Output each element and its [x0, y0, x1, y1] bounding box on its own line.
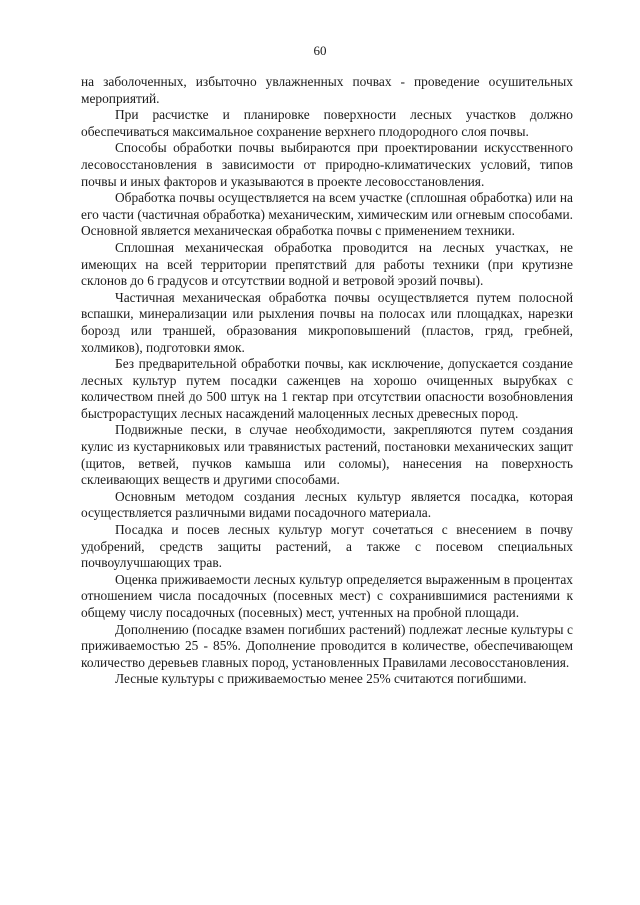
body-text	[81, 74, 573, 688]
paragraph: Дополнению (посадке взамен погибших растений) подлежат лесные культуры с приживаемостью 25 - 85%. Дополнение проводится в количестве, обеспечивающем количество деревьев главных пород, установленных Правилами лесовосстановления.	[81, 621, 573, 670]
paragraph: Лесные культуры с приживаемостью менее 25% считаются погибшими.	[115, 671, 527, 687]
paragraph: Частичная механическая обработка почвы осуществляется путем полосной вспашки, минерализации или рыхления почвы на полосах или площадках, нарезки борозд или траншей, образования микроповышений (пластов, гряд, гребней, холмиков), подготовки ямок.	[81, 289, 573, 355]
page-number: 60	[313, 43, 327, 58]
paragraph-continuation: на заболоченных, избыточно увлажненных почвах - проведение осушительных мероприятий.	[81, 74, 573, 106]
paragraph: Без предварительной обработки почвы, как исключение, допускается создание лесных культур путем посадки саженцев на хорошо очищенных вырубках с количеством пней до 500 штук на 1 гектар при отсутствии опасности возобновления быстрорастущих лесных насаждений малоценных лесных древесных пород.	[81, 356, 573, 421]
paragraph: Обработка почвы осуществляется на всем участке (сплошная обработка) или на его части (частичная обработка) механическим, химическим или огневым способами. Основной является механическая обработка почвы с применением техники.	[81, 190, 573, 239]
paragraph: Подвижные пески, в случае необходимости, закрепляются путем создания кулис из кустарниковых или травянистых растений, постановки механических защит (щитов, ветвей, пучков камыша или соломы), нанесения на поверхность склеивающих веществ и другими способами.	[81, 422, 573, 488]
paragraph: Основным методом создания лесных культур является посадка, которая осуществляется различными видами посадочного материала.	[81, 488, 573, 521]
paragraph: Сплошная механическая обработка проводится на лесных участках, не имеющих на всей территории препятствий для работы техники (при крутизне склонов до 6 градусов и отсутствии водной и ветровой эрозий почвы).	[81, 239, 573, 289]
paragraph: Посадка и посев лесных культур могут сочетаться с внесением в почву удобрений, средств защиты растений, а также с посевом специальных почвоулучшающих трав.	[81, 522, 573, 571]
paragraph: Оценка приживаемости лесных культур определяется выраженным в процентах отношением числа посадочных (посевных мест) с сохранившимися растениями к общему числу посадочных (посевных) мест, учтенных на пробной площади.	[81, 571, 573, 620]
paragraph: При расчистке и планировке поверхности лесных участков должно обеспечиваться максимальное сохранение верхнего плодородного слоя почвы.	[81, 107, 573, 139]
paragraph: Способы обработки почвы выбираются при проектировании искусственного лесовосстановления в зависимости от природно-климатических условий, типов почвы и иных факторов и указываются в проекте лесовосстановления.	[81, 140, 573, 189]
